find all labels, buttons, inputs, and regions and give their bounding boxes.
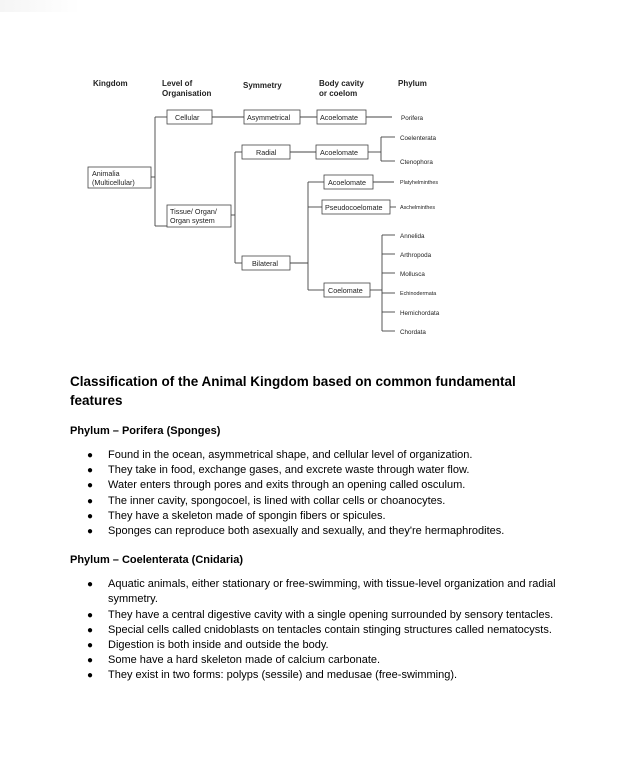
cellular-node xyxy=(167,110,212,124)
bullet-dot-icon: ● xyxy=(87,579,94,591)
bullet-dot-icon: ● xyxy=(87,465,94,477)
bullet-dot-icon: ● xyxy=(87,450,94,461)
radial-node xyxy=(242,145,290,159)
header-level-line1: Level of xyxy=(162,79,193,88)
tissue-label-line2: Organ system xyxy=(170,216,215,225)
acoelomate-label-1: Acoelomate xyxy=(320,113,358,122)
phylum-chordata: Chordata xyxy=(400,329,426,336)
asymmetrical-node xyxy=(244,110,300,124)
list-item: ● Aquatic animals, either stationary or free-swimming, with tissue-level organization and radial symmetry. xyxy=(87,578,556,606)
asymmetrical-label: Asymmetrical xyxy=(247,113,291,122)
bullet-dot-icon: ● xyxy=(87,526,94,538)
phylum-coelenterata: Coelenterata xyxy=(400,135,437,142)
phylum-echinodermata: Echinodermata xyxy=(400,291,437,297)
tissue-label-line1: Tissue/ Organ/ xyxy=(170,207,217,216)
list-item: ● Some have a hard skeleton made of calcium carbonate. xyxy=(70,653,560,668)
coelomate-label: Coelomate xyxy=(328,286,363,295)
acoelomate-node-bilateral xyxy=(324,175,373,189)
phylum-hemichordata: Hemichordata xyxy=(400,310,440,317)
radial-label: Radial xyxy=(256,148,277,157)
phylum-platyhelminthes: Platyhelminthes xyxy=(400,180,439,186)
phylum-mollusca: Mollusca xyxy=(400,271,425,278)
header-kingdom: Kingdom xyxy=(93,79,128,88)
section-title-porifera: Phylum – Porifera (Sponges) xyxy=(70,425,221,437)
phylum-annelida: Annelida xyxy=(400,233,425,240)
list-item: ● They have a central digestive cavity with a single opening surrounded by sensory tentacles. xyxy=(70,608,560,623)
bullet-dot-icon: ● xyxy=(87,624,94,636)
phylum-ctenophora: Ctenophora xyxy=(400,159,433,166)
cellular-label: Cellular xyxy=(175,113,200,122)
bilateral-node xyxy=(242,256,290,270)
phylum-porifera: Porifera xyxy=(401,115,424,122)
header-body-cavity-line2: or coelom xyxy=(319,89,358,98)
list-item: ● They exist in two forms: polyps (sessile) and medusae (free-swimming). xyxy=(70,668,560,683)
kingdom-node xyxy=(88,167,151,188)
bullet-dot-icon: ● xyxy=(87,609,94,621)
header-phylum: Phylum xyxy=(398,79,427,88)
section-title-coelenterata: Phylum – Coelenterata (Cnidaria) xyxy=(70,554,243,567)
acoelomate-node-asymmetrical xyxy=(317,110,366,124)
acoelomate-label-2: Acoelomate xyxy=(320,148,358,157)
acoelomate-label-3: Acoelomate xyxy=(328,178,366,187)
header-body-cavity-line1: Body cavity xyxy=(319,79,364,88)
classification-diagram xyxy=(0,0,630,350)
bullet-dot-icon: ● xyxy=(87,655,94,667)
bullet-dot-icon: ● xyxy=(87,640,94,652)
pseudocoelomate-label: Pseudocoelomate xyxy=(325,203,383,212)
list-item: ● They take in food, exchange gases, and excrete waste through water flow. xyxy=(70,463,560,478)
porifera-bullet-list xyxy=(70,448,560,539)
list-item: ● Found in the ocean, asymmetrical shape, and cellular level of organization. xyxy=(70,448,560,463)
page-heading: Classification of the Animal Kingdom based on common fundamental features xyxy=(70,374,516,408)
list-item: ● The inner cavity, spongocoel, is lined with collar cells or choanocytes. xyxy=(70,494,560,509)
header-symmetry: Symmetry xyxy=(243,81,282,90)
bullet-dot-icon: ● xyxy=(87,495,94,507)
list-item: ● Special cells called cnidoblasts on tentacles contain stinging structures called nematocysts. xyxy=(70,623,560,638)
bullet-dot-icon: ● xyxy=(87,510,94,522)
coelenterata-bullet-list xyxy=(70,577,560,683)
list-item: ● Water enters through pores and exits through an opening called osculum. xyxy=(70,478,560,493)
bullet-dot-icon: ● xyxy=(87,480,94,492)
kingdom-label-line2: (Multicellular) xyxy=(92,178,135,187)
kingdom-label-line1: Animalia xyxy=(92,169,120,178)
bullet-dot-icon: ● xyxy=(87,670,94,682)
phylum-aschelminthes: Aschelminthes xyxy=(400,205,436,211)
pseudocoelomate-node xyxy=(322,200,390,214)
list-item: ● Sponges can reproduce both asexually and sexually, and they're hermaphrodites. xyxy=(70,524,560,539)
list-item: ● They have a skeleton made of spongin fibers or spicules. xyxy=(70,509,560,524)
list-item: ● Digestion is both inside and outside the body. xyxy=(70,638,560,653)
header-level-line2: Organisation xyxy=(162,89,212,98)
phylum-arthropoda: Arthropoda xyxy=(400,252,432,259)
coelomate-node xyxy=(324,283,370,297)
text-content xyxy=(70,372,560,684)
tissue-node xyxy=(167,205,231,227)
acoelomate-node-radial xyxy=(316,145,368,159)
bilateral-label: Bilateral xyxy=(252,259,278,268)
